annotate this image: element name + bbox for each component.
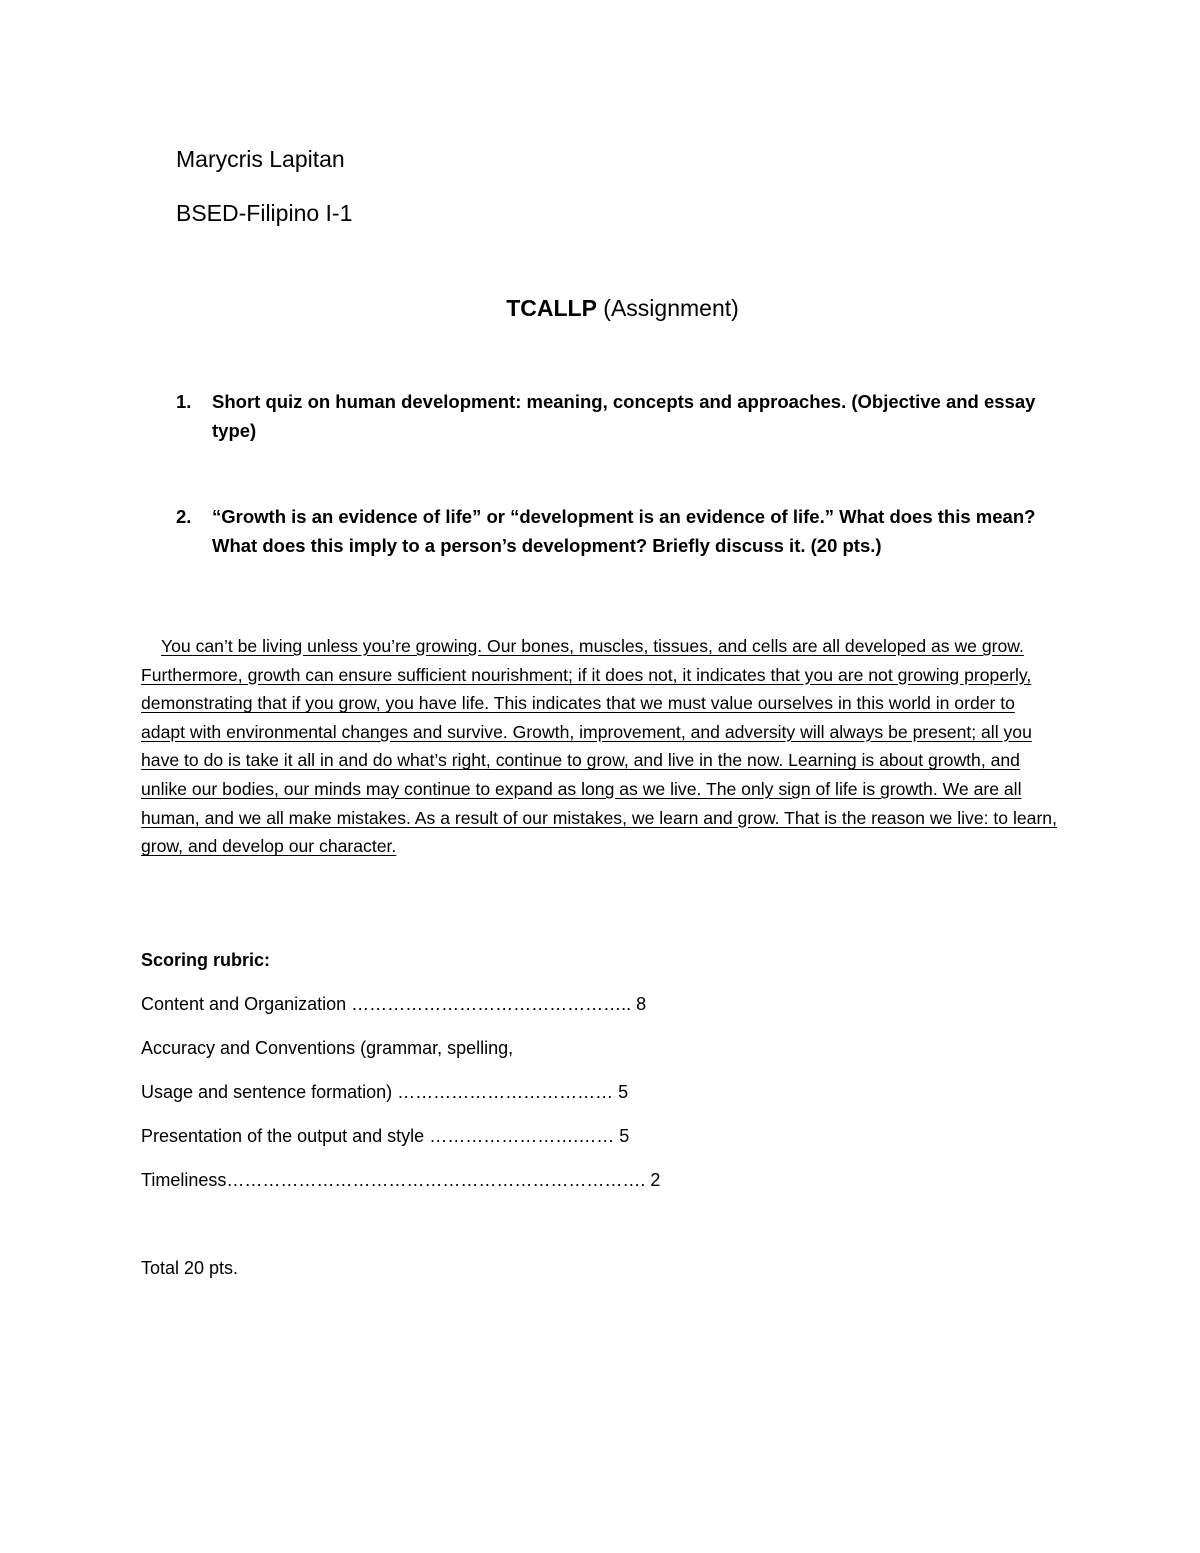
question-number: 1.: [176, 391, 192, 412]
course-section: BSED-Filipino I-1: [176, 200, 353, 226]
title-bold: TCALLP: [506, 295, 597, 321]
rubric-total: Total 20 pts.: [141, 1258, 239, 1278]
assignment-title: [0, 295, 1200, 322]
title-rest: (Assignment): [596, 295, 739, 321]
rubric-line: Accuracy and Conventions (grammar, spelling,: [141, 1038, 514, 1058]
rubric-line: Timeliness……………………………………………………………. 2: [141, 1170, 661, 1190]
rubric-line: Content and Organization ……………………………………….. 8: [141, 994, 647, 1014]
essay-text: You can’t be living unless you’re growing. Our bones, muscles, tissues, and cells are all developed as we grow. Furthermore, growth can ensure sufficient nourishment; if it does not, it indicates that you are not growing properly, demonstrating that if you grow, you have life. This indicates that we must value ourselves in this world in order to adapt with environmental changes and survive. Growth, improvement, and adversity will always be present; all you have to do is take it all in and do what’s right, continue to grow, and live in the now. Learning is about growth, and unlike our bodies, our minds may continue to expand as long as we live. The only sign of life is growth. We are all human, and we all make mistakes. As a result of our mistakes, we learn and grow. That is the reason we live: to learn, grow, and develop our character.: [141, 636, 1057, 857]
question-text: Short quiz on human development: meaning, concepts and approaches. (Objective and essay type): [212, 391, 1036, 441]
essay-answer: [141, 632, 1061, 861]
question-item: [176, 502, 1056, 560]
rubric-line: Presentation of the output and style …………………….…… 5: [141, 1126, 630, 1146]
rubric-heading: Scoring rubric:: [141, 950, 271, 970]
rubric-line: Usage and sentence formation) ……………………………… 5: [141, 1082, 629, 1102]
question-number: 2.: [176, 506, 192, 527]
student-name: Marycris Lapitan: [176, 146, 345, 172]
question-item: [176, 387, 1056, 445]
question-text: “Growth is an evidence of life” or “development is an evidence of life.” What does this mean? What does this imply to a person’s development? Briefly discuss it. (20 pts.): [212, 506, 1036, 556]
